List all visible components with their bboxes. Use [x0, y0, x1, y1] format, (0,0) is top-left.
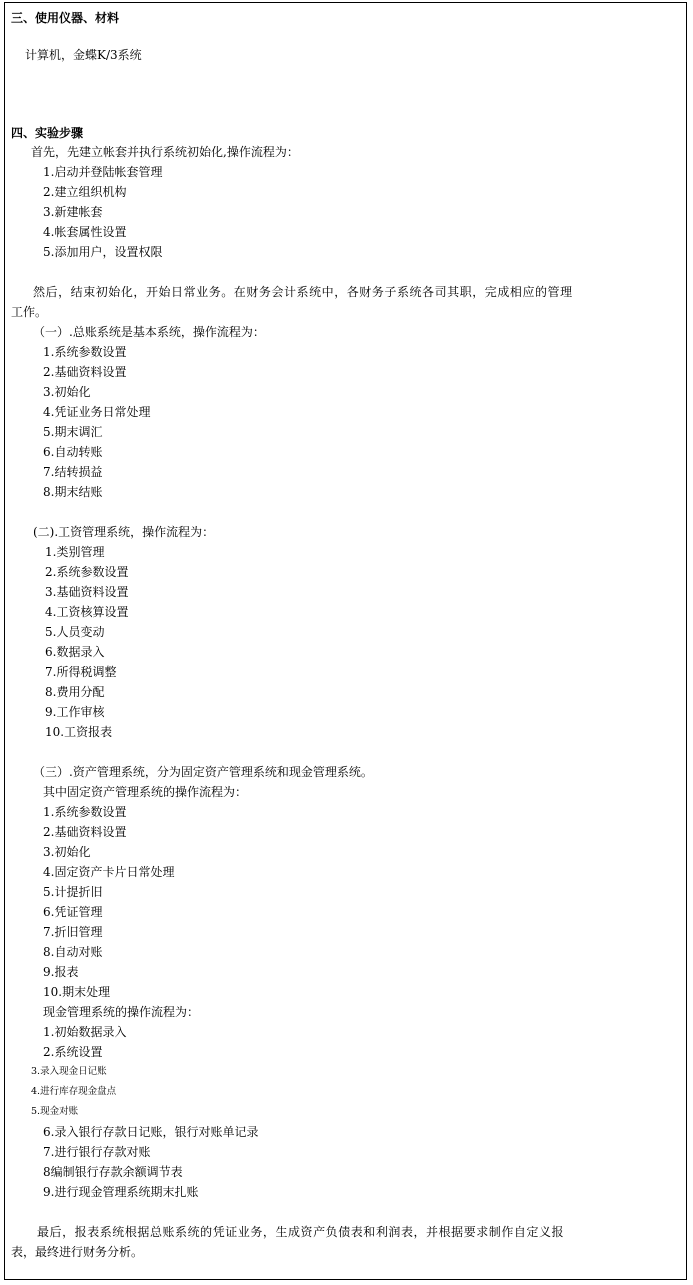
payroll-step: 10.工资报表 — [45, 725, 113, 739]
daily-paragraph-line1: 然后，结束初始化，开始日常业务。在财务会计系统中，各财务子系统各司其职，完成相应的管理 — [33, 285, 573, 299]
fixed-asset-step: 4.固定资产卡片日常处理 — [43, 865, 175, 879]
gl-step: 8.期末结账 — [43, 485, 103, 499]
assets-title: （三）.资产管理系统，分为固定资产管理系统和现金管理系统。 — [33, 765, 373, 779]
cash-step: 7.进行银行存款对账 — [43, 1145, 151, 1159]
gl-step: 3.初始化 — [43, 385, 91, 399]
fixed-asset-step: 9.报表 — [43, 965, 79, 979]
gl-step: 5.期末调汇 — [43, 425, 103, 439]
gl-step: 7.结转损益 — [43, 465, 103, 479]
final-paragraph-line1: 最后，报表系统根据总账系统的凭证业务，生成资产负债表和利润表，并根据要求制作自定义报 — [37, 1225, 565, 1239]
fixed-asset-step: 10.期末处理 — [43, 985, 111, 999]
init-step: 4.帐套属性设置 — [43, 225, 127, 239]
cash-intro: 现金管理系统的操作流程为： — [43, 1005, 200, 1019]
final-paragraph-line2: 表，最终进行财务分析。 — [11, 1245, 144, 1259]
payroll-step: 4.工资核算设置 — [45, 605, 129, 619]
cash-step: 4.进行库存现金盘点 — [31, 1086, 117, 1097]
fixed-asset-step: 7.折旧管理 — [43, 925, 103, 939]
fixed-assets-intro: 其中固定资产管理系统的操作流程为： — [43, 785, 248, 799]
gl-title: （一）.总账系统是基本系统，操作流程为： — [33, 325, 265, 339]
init-step: 5.添加用户，设置权限 — [43, 245, 163, 259]
fixed-asset-step: 8.自动对账 — [43, 945, 103, 959]
payroll-title: (二).工资管理系统，操作流程为： — [33, 525, 215, 539]
payroll-step: 9.工作审核 — [45, 705, 105, 719]
cash-step: 6.录入银行存款日记账，银行对账单记录 — [43, 1125, 259, 1139]
section4-intro: 首先，先建立帐套并执行系统初始化,操作流程为： — [31, 145, 299, 159]
fixed-asset-step: 1.系统参数设置 — [43, 805, 127, 819]
fixed-asset-step: 5.计提折旧 — [43, 885, 103, 899]
payroll-step: 7.所得税调整 — [45, 665, 117, 679]
fixed-asset-step: 2.基础资料设置 — [43, 825, 127, 839]
section4-heading: 四、实验步骤 — [11, 126, 84, 140]
init-step: 1.启动并登陆帐套管理 — [43, 165, 163, 179]
payroll-step: 1.类别管理 — [45, 545, 105, 559]
payroll-step: 8.费用分配 — [45, 685, 105, 699]
fixed-asset-step: 6.凭证管理 — [43, 905, 103, 919]
payroll-step: 5.人员变动 — [45, 625, 105, 639]
gl-step: 4.凭证业务日常处理 — [43, 405, 151, 419]
init-step: 2.建立组织机构 — [43, 185, 127, 199]
cash-step: 3.录入现金日记账 — [31, 1066, 107, 1077]
cash-step: 9.进行现金管理系统期末扎账 — [43, 1185, 199, 1199]
daily-paragraph-line2: 工作。 — [11, 305, 48, 319]
gl-step: 6.自动转账 — [43, 445, 103, 459]
payroll-step: 6.数据录入 — [45, 645, 105, 659]
gl-step: 1.系统参数设置 — [43, 345, 127, 359]
cash-step: 5.现金对账 — [31, 1106, 79, 1117]
payroll-step: 3.基础资料设置 — [45, 585, 129, 599]
payroll-step: 2.系统参数设置 — [45, 565, 129, 579]
fixed-asset-step: 3.初始化 — [43, 845, 91, 859]
cash-step: 2.系统设置 — [43, 1045, 103, 1059]
section3-heading: 三、使用仪器、材料 — [11, 11, 120, 25]
init-step: 3.新建帐套 — [43, 205, 103, 219]
gl-step: 2.基础资料设置 — [43, 365, 127, 379]
section3-body: 计算机，金蝶K/3系统 — [25, 48, 142, 62]
cash-step: 1.初始数据录入 — [43, 1025, 127, 1039]
document-page — [4, 2, 687, 1280]
cash-step: 8编制银行存款余额调节表 — [43, 1165, 183, 1179]
